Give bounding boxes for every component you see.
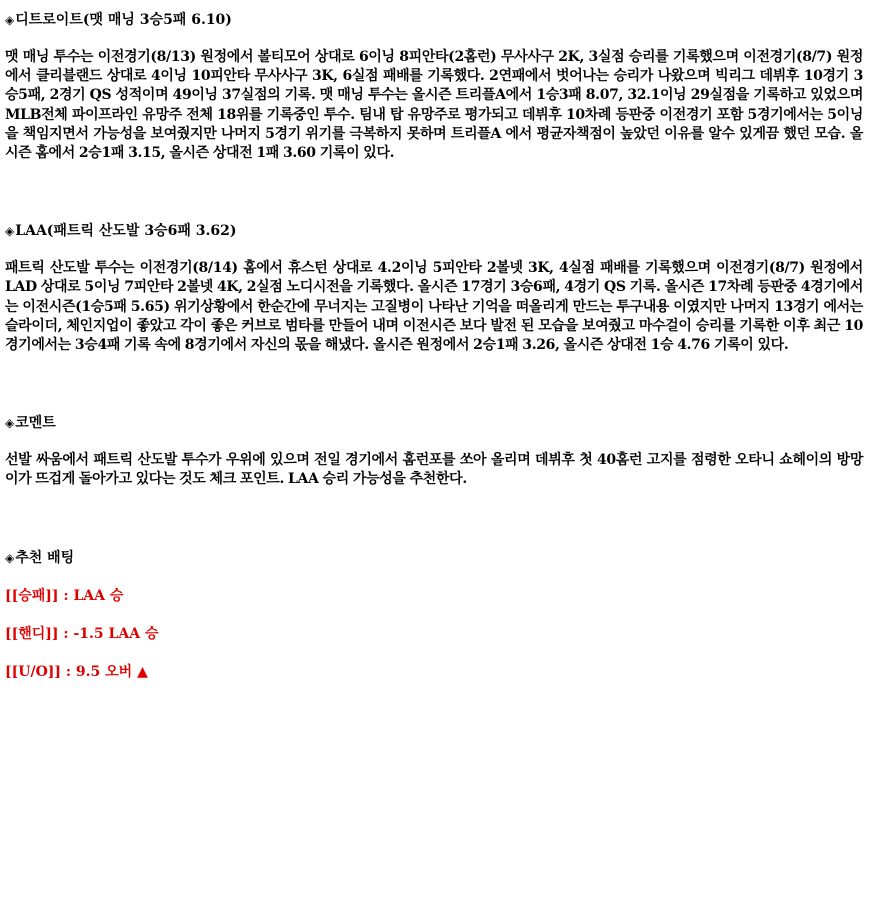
section-heading: ◈디트로이트(맷 매닝 3승5패 6.10) [5,12,232,28]
section-body: 선발 싸움에서 패트릭 산도발 투수가 우위에 있으며 전일 경기에서 홈런포를 쏘아 올리며 데뷔후 첫 40홈런 고지를 점령한 오타니 쇼헤이의 방망이가 뜨겁게 돌아가고 있다는 것도 체크 포인트. LAA 승리 가능성을 추천한다. [5,452,863,488]
bet-line-handicap: [[핸디]] : -1.5 LAA 승 [5,625,159,642]
section-laa [5,221,863,355]
section-body: 맷 매닝 투수는 이전경기(8/13) 원정에서 볼티모어 상대로 6이닝 8피안타(2홈런) 무사사구 2K, 3실점 승리를 기록했으며 이전경기(8/7) 원정에서 클리블랜드 상대로 4이닝 10피안타 무사사구 3K, 6실점 패배를 기록했다. 2연패에서 벗어나는 승리가 나왔으며 빅리그 데뷔후 10경기 3승5패, 2경기 QS 성적이며 49이닝 37실점의 기록. 맷 매닝 투수는 올시즌 트리플A에서 1승3패 8.07, 32.1이닝 29실점을 기록하고 있었으며 MLB전체 파이프라인 유망주 전체 18위를 기록중인 투수. 팀내 탑 유망주로 평가되고 데뷔후 10차례 등판중 이전경기 포함 5경기에서는 5이닝을 책임지면서 가능성을 보여줬지만 나머지 5경기 위기를 극복하지 못하며 트리플A 에서 평균자책점이 높았던 이유를 알수 있게끔 했던 모습. 올시즌 홈에서 2승1패 3.15, 올시즌 상대전 1패 3.60 기록이 있다. [5,49,863,162]
section-comment [5,413,863,489]
bet-line-over-under: [[U/O]] : 9.5 오버 ▲ [5,663,148,680]
diamond-bullet-icon: ◈ [5,224,15,239]
article [5,10,863,682]
section-detroit [5,10,863,163]
section-body: 패트릭 산도발 투수는 이전경기(8/14) 홈에서 휴스턴 상대로 4.2이닝 5피안타 2볼넷 3K, 4실점 패배를 기록했으며 이전경기(8/7) 원정에서 LAD 상대로 5이닝 7피안타 2볼넷 4K, 2실점 노디시전을 기록했다. 올시즌 17경기 3승6패, 4경기 QS 기록. 올시즌 17차례 등판중 4경기에서는 이전시즌(1승5패 5.65) 위기상황에서 한순간에 무너지는 고질병이 나타난 기억을 떠올리게 만드는 투구내용 이였지만 나머지 13경기 에서는 슬라이더, 체인지업이 좋았고 각이 좋은 커브로 범타를 만들어 내며 이전시즌 보다 발전 된 모습을 보여줬고 마수걸이 승리를 기록한 이후 최근 10경기에서는 3승4패 기록 속에 8경기에서 자신의 몫을 해냈다. 올시즌 원정에서 2승1패 3.26, 올시즌 상대전 1승 4.76 기록이 있다. [5,260,863,354]
section-heading: ◈코멘트 [5,415,56,432]
section-heading: ◈LAA(패트릭 산도발 3승6패 3.62) [5,223,237,240]
diamond-bullet-icon: ◈ [5,13,15,27]
bet-line-moneyline: [[승패]] : LAA 승 [5,587,124,604]
section-betting [5,548,863,682]
diamond-bullet-icon: ◈ [5,416,15,431]
section-heading: ◈추천 배팅 [5,549,75,566]
diamond-bullet-icon: ◈ [5,550,15,565]
